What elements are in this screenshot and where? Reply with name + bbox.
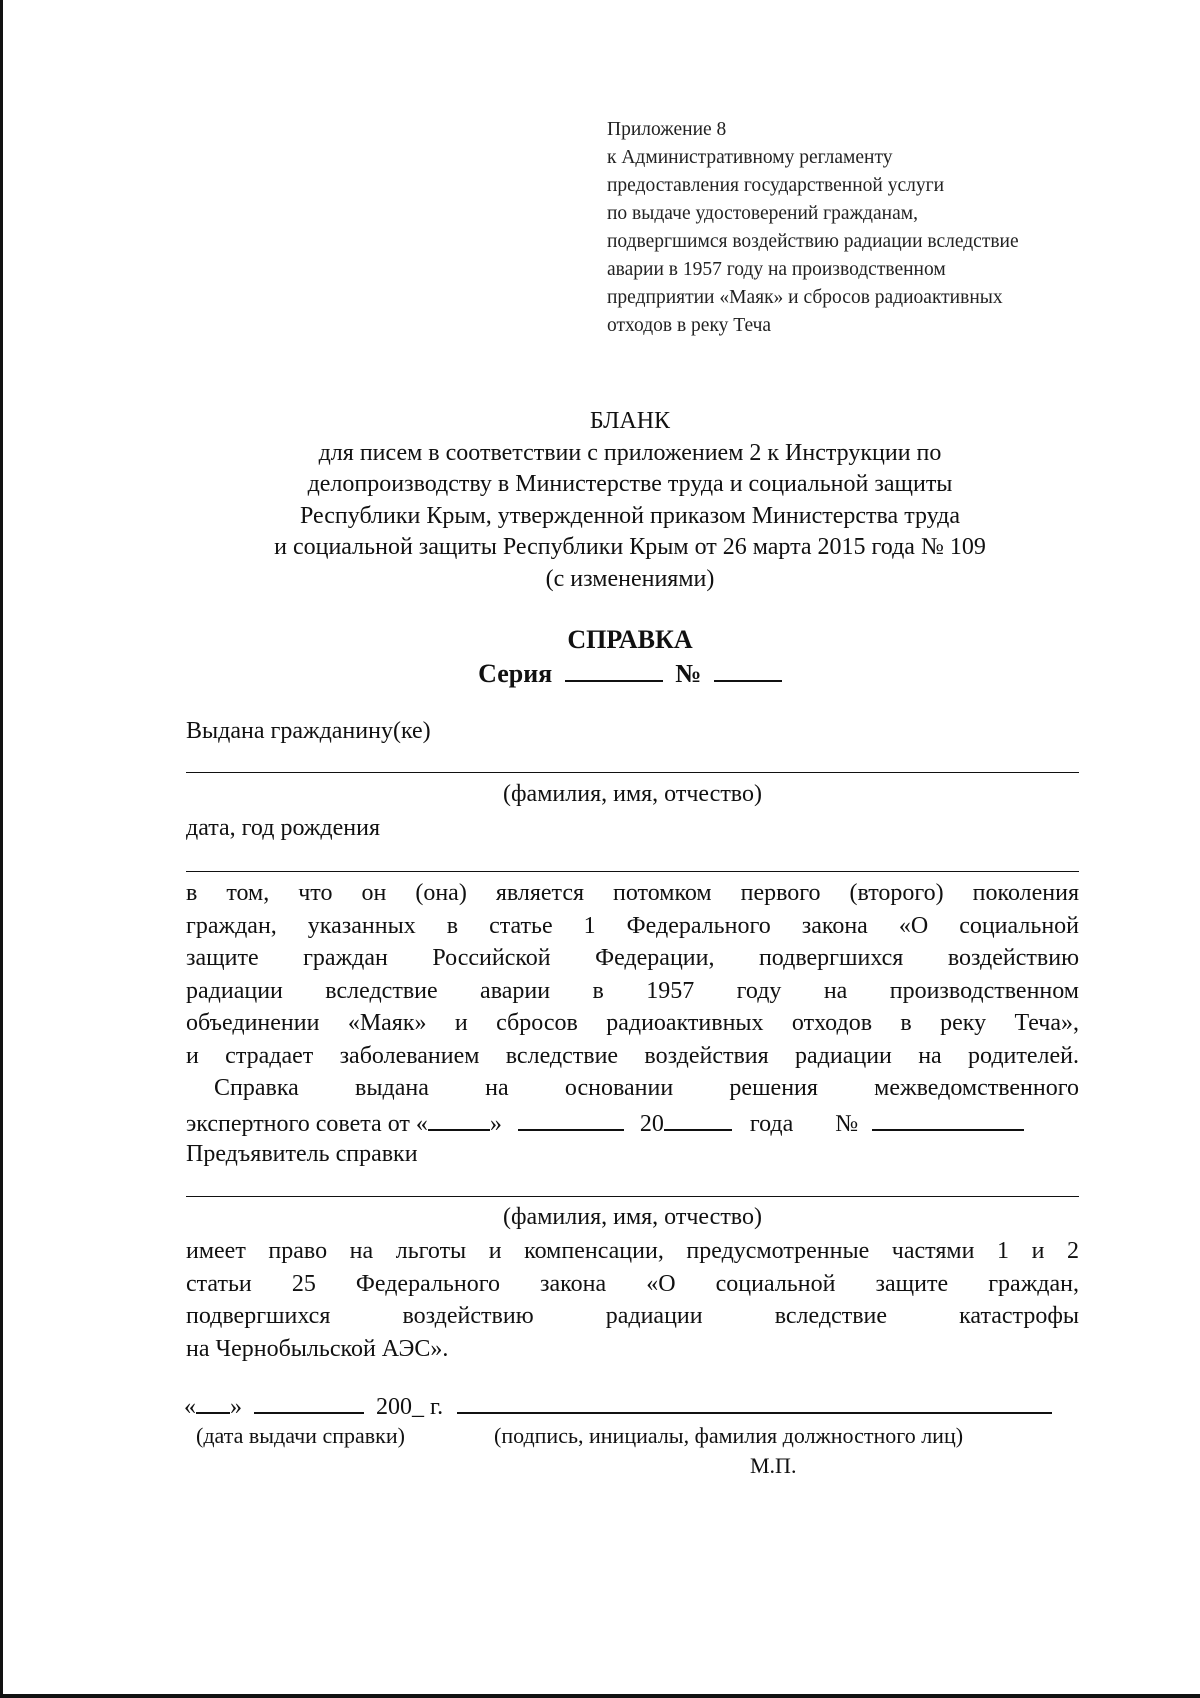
appendix-line: по выдаче удостоверений гражданам,	[607, 203, 918, 224]
signature-row	[180, 1388, 1080, 1423]
appendix-line: отходов в реку Теча	[607, 315, 772, 336]
bearer-field-line[interactable]	[186, 1196, 1079, 1197]
council-prefix: экспертного совета от «	[186, 1111, 428, 1137]
fio-caption: (фамилия, имя, отчество)	[503, 781, 762, 807]
series-number-row	[180, 656, 1080, 691]
issued-to-label: Выдана гражданину(ке)	[186, 718, 431, 744]
council-year-field[interactable]	[664, 1105, 732, 1131]
scan-bottom-edge	[0, 1694, 1200, 1698]
council-year-word: года	[749, 1111, 794, 1137]
series-label: Серия	[478, 659, 553, 688]
scan-left-edge	[0, 0, 3, 1698]
date-open: «	[184, 1394, 196, 1420]
issue-year: 200_ г.	[376, 1394, 444, 1420]
paragraph-descendant	[186, 877, 1079, 1072]
paragraph-line: подвергшихся воздействию радиации вследствие катастрофы	[186, 1303, 1079, 1329]
blank-title: БЛАНК	[589, 408, 671, 434]
signature-field[interactable]	[457, 1388, 1052, 1414]
paragraph-line: радиации вследствие аварии в 1957 году на производственном	[186, 977, 1079, 1004]
form-title: СПРАВКА	[567, 625, 693, 654]
paragraph-line: объединении «Маяк» и сбросов радиоактивных отходов в реку Теча»,	[186, 1010, 1079, 1036]
council-day-field[interactable]	[428, 1105, 490, 1131]
appendix-header	[607, 116, 1147, 340]
appendix-line: Приложение 8	[607, 119, 727, 140]
issue-month-field[interactable]	[254, 1388, 364, 1414]
bearer-fio-caption: (фамилия, имя, отчество)	[503, 1204, 762, 1230]
appendix-line: предоставления государственной услуги	[607, 175, 945, 196]
birth-label: дата, год рождения	[186, 815, 381, 841]
council-quote-close: »	[489, 1111, 502, 1137]
series-field[interactable]	[565, 656, 663, 682]
blank-line: Республики Крым, утвержденной приказом Министерства труда	[299, 502, 961, 529]
paragraph-line: на Чернобыльской АЭС».	[186, 1335, 449, 1362]
appendix-line: подвергшимся воздействию радиации вследствие	[607, 231, 1019, 252]
council-month-field[interactable]	[518, 1105, 624, 1131]
appendix-line: аварии в 1957 году на производственном	[607, 259, 946, 280]
council-line	[186, 1105, 1079, 1141]
date-caption: (дата выдачи справки)	[196, 1423, 405, 1448]
paragraph-line: защите граждан Российской Федерации, подвергшихся воздействию	[186, 945, 1079, 971]
number-label: №	[675, 659, 702, 688]
stamp-place: М.П.	[750, 1453, 797, 1478]
paragraph-line: и страдает заболеванием вследствие воздействия радиации на родителей.	[186, 1042, 1079, 1069]
basis-line	[214, 1072, 1079, 1105]
council-number-label: №	[835, 1111, 859, 1137]
paragraph-line: граждан, указанных в статье 1 Федерального закона «О социальной	[186, 912, 1079, 939]
birth-field-line[interactable]	[186, 871, 1079, 872]
paragraph-line: статьи 25 Федерального закона «О социальной защите граждан,	[186, 1270, 1079, 1297]
blank-line: для писем в соответствии с приложением 2 к Инструкции по	[318, 439, 942, 466]
blank-line: (с изменениями)	[545, 565, 715, 592]
signature-caption: (подпись, инициалы, фамилия должностного лиц)	[494, 1423, 964, 1448]
date-close: »	[230, 1394, 242, 1420]
blank-line: делопроизводству в Министерстве труда и социальной защиты	[307, 471, 953, 497]
basis-text: Справка выдана на основании решения межведомственного	[214, 1075, 1079, 1101]
appendix-line: предприятии «Маяк» и сбросов радиоактивных	[607, 287, 1003, 308]
paragraph-rights	[186, 1235, 1079, 1365]
blank-line: и социальной защиты Республики Крым от 26 марта 2015 года № 109	[274, 534, 986, 560]
paragraph-line: имеет право на льготы и компенсации, предусмотренные частями 1 и 2	[186, 1238, 1079, 1264]
issue-day-field[interactable]	[196, 1388, 230, 1414]
number-field[interactable]	[714, 656, 782, 682]
council-number-field[interactable]	[872, 1105, 1024, 1131]
paragraph-line: в том, что он (она) является потомком первого (второго) поколения	[186, 880, 1079, 906]
council-year-prefix: 20	[639, 1111, 664, 1137]
appendix-line: к Административному регламенту	[607, 147, 893, 168]
blank-title-block	[180, 406, 1080, 595]
fio-field-line[interactable]	[186, 772, 1079, 773]
bearer-label: Предъявитель справки	[186, 1141, 418, 1167]
